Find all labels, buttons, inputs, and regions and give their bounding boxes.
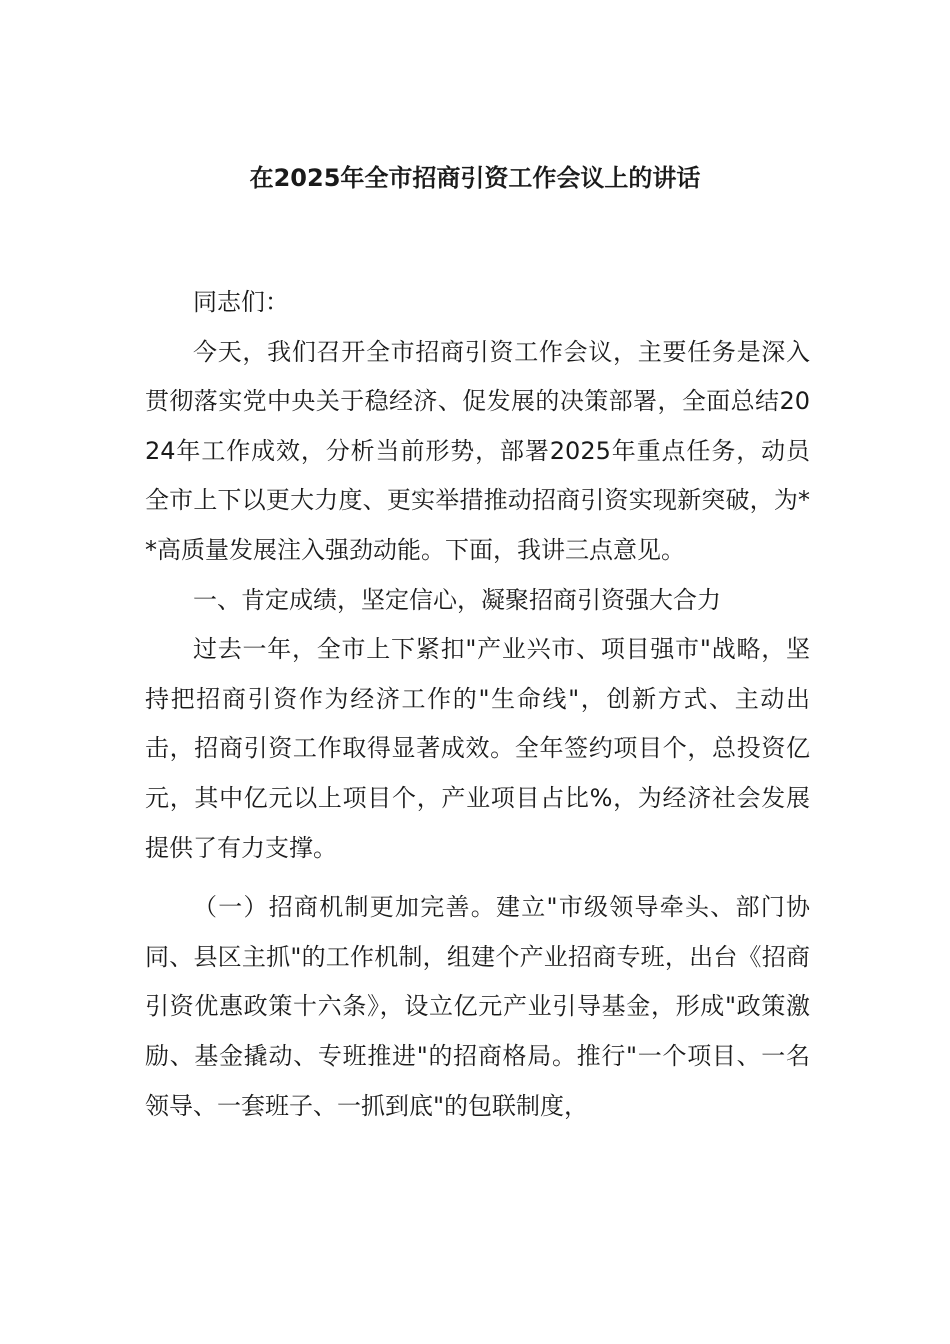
- section-heading-one: 一、肯定成绩，坚定信心，凝聚招商引资强大合力: [193, 585, 721, 614]
- paragraph-achievements: 过去一年，全市上下紧扣"产业兴市、项目强市"战略，坚持把招商引资作为经济工作的"生命线"，创新方式、主动出击，招商引资工作取得显著成效。全年签约项目个，总投资亿元，其中亿元以上项目个，产业项目占比%，为经济社会发展提供了有力支撑。: [145, 635, 810, 862]
- salutation: 同志们：: [193, 288, 289, 316]
- document-body: [145, 278, 810, 1131]
- document-title: 在2025年全市招商引资工作会议上的讲话: [249, 164, 701, 192]
- paragraph-mechanism: （一）招商机制更加完善。建立"市级领导牵头、部门协同、县区主抓"的工作机制，组建个产业招商专班，出台《招商引资优惠政策十六条》，设立亿元产业引导基金，形成"政策激励、基金撬动、专班推进"的招商格局。推行"一个项目、一名领导、一套班子、一抓到底"的包联制度，: [145, 893, 810, 1120]
- paragraph-intro: 今天，我们召开全市招商引资工作会议，主要任务是深入贯彻落实党中央关于稳经济、促发展的决策部署，全面总结2024年工作成效，分析当前形势，部署2025年重点任务，动员全市上下以更大力度、更实举措推动招商引资实现新突破，为**高质量发展注入强劲动能。下面，我讲三点意见。: [145, 337, 810, 564]
